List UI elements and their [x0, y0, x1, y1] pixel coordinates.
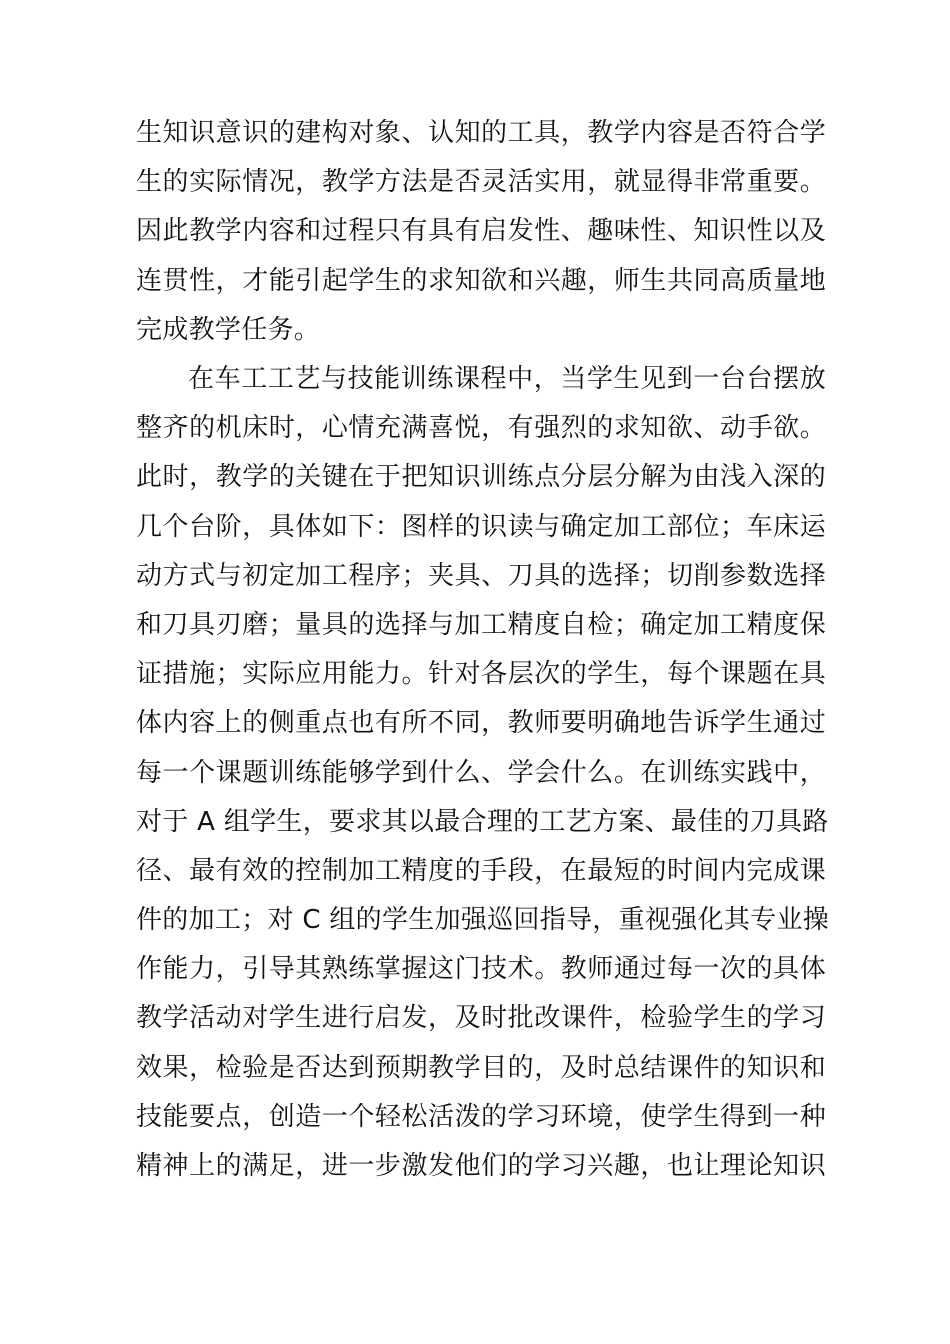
paragraph-line: 在车工工艺与技能训练课程中，当学生见到一台台摆放: [188, 364, 826, 394]
paragraph-line: 证措施；实际应用能力。针对各层次的学生，每个课题在具: [136, 659, 826, 690]
paragraph-line: 每一个课题训练能够学到什么、学会什么。在训练实践中，: [136, 757, 826, 788]
paragraph-line: 因此教学内容和过程只有具有启发性、趣味性、知识性以及: [136, 216, 826, 247]
paragraph-line: 此时，教学的关键在于把知识训练点分层分解为由浅入深的: [136, 462, 826, 493]
paragraph-line: 动方式与初定加工程序；夹具、刀具的选择；切削参数选择: [136, 560, 826, 591]
paragraph-line: 精神上的满足，进一步激发他们的学习兴趣，也让理论知识: [136, 1151, 826, 1181]
paragraph-line: 技能要点，创造一个轻松活泼的学习环境，使学生得到一种: [136, 1101, 826, 1132]
paragraph-line: 连贯性，才能引起学生的求知欲和兴趣，师生共同高质量地: [136, 265, 826, 296]
paragraph-line: 件的加工；对 C 组的学生加强巡回指导，重视强化其专业操: [136, 905, 830, 936]
paragraph-line: 径、最有效的控制加工精度的手段，在最短的时间内完成课: [136, 855, 826, 886]
paragraph-line: 和刀具刃磨；量具的选择与加工精度自检；确定加工精度保: [136, 609, 826, 640]
paragraph-line: 体内容上的侧重点也有所不同，教师要明确地告诉学生通过: [136, 708, 826, 739]
paragraph-line: 效果，检验是否达到预期教学目的，及时总结课件的知识和: [136, 1052, 826, 1083]
paragraph-line: 生的实际情况，教学方法是否灵活实用，就显得非常重要。: [136, 167, 826, 198]
paragraph-line: 生知识意识的建构对象、认知的工具，教学内容是否符合学: [136, 118, 826, 148]
paragraph-line: 几个台阶，具体如下：图样的识读与确定加工部位；车床运: [136, 511, 826, 542]
paragraph-line: 对于 A 组学生，要求其以最合理的工艺方案、最佳的刀具路: [136, 806, 829, 837]
paragraph-line: 教学活动对学生进行启发，及时批改课件，检验学生的学习: [136, 1003, 826, 1034]
paragraph-line: 整齐的机床时，心情充满喜悦，有强烈的求知欲、动手欲。: [136, 413, 826, 444]
paragraph-line: 作能力，引导其熟练掌握这门技术。教师通过每一次的具体: [136, 954, 826, 985]
paragraph-1: [136, 109, 826, 355]
paragraph-2: [136, 355, 830, 1191]
paragraph-line: 完成教学任务。: [136, 314, 321, 345]
